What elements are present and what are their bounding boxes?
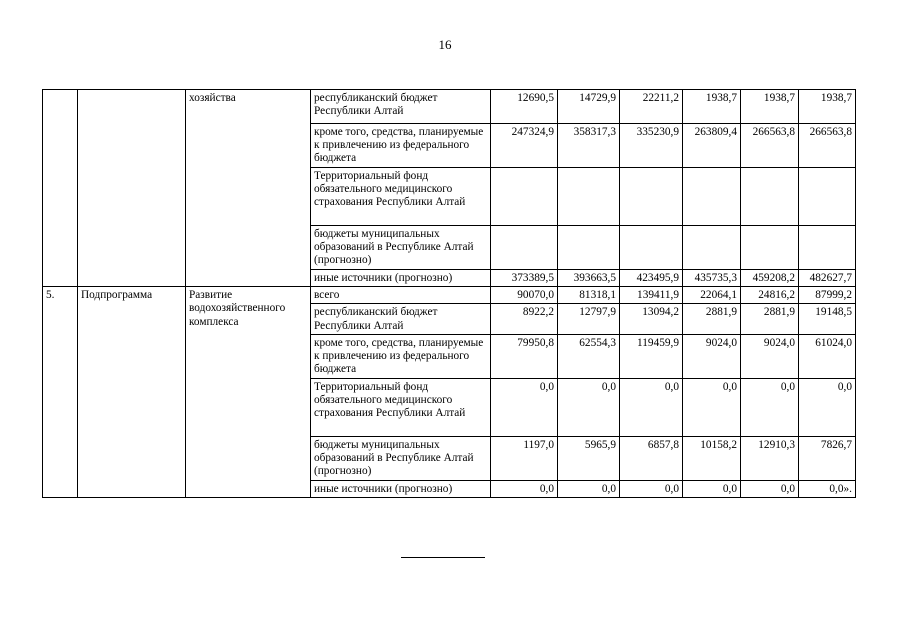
value-cell: 7826,7 xyxy=(799,436,856,480)
value-cell: 6857,8 xyxy=(620,436,683,480)
row-name-cell: хозяйства xyxy=(186,90,311,287)
funding-source-cell: Территориальный фонд обязательного медицинского страхования Республики Алтай xyxy=(311,378,491,436)
value-cell: 9024,0 xyxy=(683,334,741,378)
value-cell xyxy=(491,168,558,226)
value-cell: 0,0 xyxy=(558,480,620,497)
funding-source-cell: бюджеты муниципальных образований в Республике Алтай (прогнозно) xyxy=(311,436,491,480)
funding-source-cell: республиканский бюджет Республики Алтай xyxy=(311,90,491,124)
footnote-separator xyxy=(401,557,485,558)
value-cell: 373389,5 xyxy=(491,270,558,287)
value-cell: 87999,2 xyxy=(799,287,856,304)
value-cell: 266563,8 xyxy=(741,124,799,168)
value-cell: 2881,9 xyxy=(683,304,741,334)
value-cell: 139411,9 xyxy=(620,287,683,304)
value-cell: 263809,4 xyxy=(683,124,741,168)
value-cell: 0,0». xyxy=(799,480,856,497)
value-cell xyxy=(683,226,741,270)
budget-table xyxy=(42,89,856,498)
value-cell: 266563,8 xyxy=(799,124,856,168)
value-cell: 19148,5 xyxy=(799,304,856,334)
value-cell xyxy=(683,168,741,226)
value-cell: 0,0 xyxy=(683,480,741,497)
value-cell xyxy=(491,226,558,270)
value-cell: 0,0 xyxy=(558,378,620,436)
value-cell: 423495,9 xyxy=(620,270,683,287)
row-type-cell xyxy=(78,90,186,287)
value-cell: 14729,9 xyxy=(558,90,620,124)
value-cell: 10158,2 xyxy=(683,436,741,480)
value-cell: 0,0 xyxy=(683,378,741,436)
value-cell: 1938,7 xyxy=(741,90,799,124)
value-cell: 1197,0 xyxy=(491,436,558,480)
row-number-cell xyxy=(43,90,78,287)
value-cell: 1938,7 xyxy=(799,90,856,124)
row-type-cell: Подпрограмма xyxy=(78,287,186,498)
value-cell: 81318,1 xyxy=(558,287,620,304)
value-cell: 393663,5 xyxy=(558,270,620,287)
value-cell xyxy=(799,226,856,270)
value-cell xyxy=(558,168,620,226)
value-cell: 435735,3 xyxy=(683,270,741,287)
value-cell: 335230,9 xyxy=(620,124,683,168)
value-cell xyxy=(558,226,620,270)
funding-source-cell: иные источники (прогнозно) xyxy=(311,480,491,497)
value-cell: 0,0 xyxy=(799,378,856,436)
value-cell: 12910,3 xyxy=(741,436,799,480)
value-cell xyxy=(799,168,856,226)
funding-source-cell: кроме того, средства, планируемые к привлечению из федерального бюджета xyxy=(311,334,491,378)
value-cell xyxy=(620,226,683,270)
value-cell: 79950,8 xyxy=(491,334,558,378)
funding-source-cell: иные источники (прогнозно) xyxy=(311,270,491,287)
page-number: 16 xyxy=(438,37,452,52)
value-cell: 2881,9 xyxy=(741,304,799,334)
row-number-cell: 5. xyxy=(43,287,78,498)
value-cell: 0,0 xyxy=(741,378,799,436)
value-cell: 1938,7 xyxy=(683,90,741,124)
value-cell: 61024,0 xyxy=(799,334,856,378)
value-cell: 9024,0 xyxy=(741,334,799,378)
value-cell: 62554,3 xyxy=(558,334,620,378)
value-cell: 0,0 xyxy=(741,480,799,497)
funding-source-cell: бюджеты муниципальных образований в Республике Алтай (прогнозно) xyxy=(311,226,491,270)
table-body xyxy=(43,90,856,498)
value-cell: 0,0 xyxy=(620,378,683,436)
value-cell: 0,0 xyxy=(491,480,558,497)
value-cell xyxy=(741,168,799,226)
funding-source-cell: всего xyxy=(311,287,491,304)
value-cell: 22064,1 xyxy=(683,287,741,304)
value-cell: 459208,2 xyxy=(741,270,799,287)
value-cell: 247324,9 xyxy=(491,124,558,168)
value-cell: 0,0 xyxy=(491,378,558,436)
value-cell: 5965,9 xyxy=(558,436,620,480)
value-cell: 22211,2 xyxy=(620,90,683,124)
value-cell: 8922,2 xyxy=(491,304,558,334)
value-cell: 358317,3 xyxy=(558,124,620,168)
row-name-cell: Развитие водохозяйственного комплекса xyxy=(186,287,311,498)
table-row xyxy=(43,90,856,124)
value-cell: 482627,7 xyxy=(799,270,856,287)
funding-source-cell: кроме того, средства, планируемые к привлечению из федерального бюджета xyxy=(311,124,491,168)
value-cell: 12690,5 xyxy=(491,90,558,124)
value-cell: 12797,9 xyxy=(558,304,620,334)
value-cell: 119459,9 xyxy=(620,334,683,378)
value-cell xyxy=(741,226,799,270)
value-cell: 24816,2 xyxy=(741,287,799,304)
funding-source-cell: Территориальный фонд обязательного медицинского страхования Республики Алтай xyxy=(311,168,491,226)
table-row xyxy=(43,287,856,304)
value-cell: 0,0 xyxy=(620,480,683,497)
value-cell xyxy=(620,168,683,226)
value-cell: 90070,0 xyxy=(491,287,558,304)
value-cell: 13094,2 xyxy=(620,304,683,334)
funding-source-cell: республиканский бюджет Республики Алтай xyxy=(311,304,491,334)
